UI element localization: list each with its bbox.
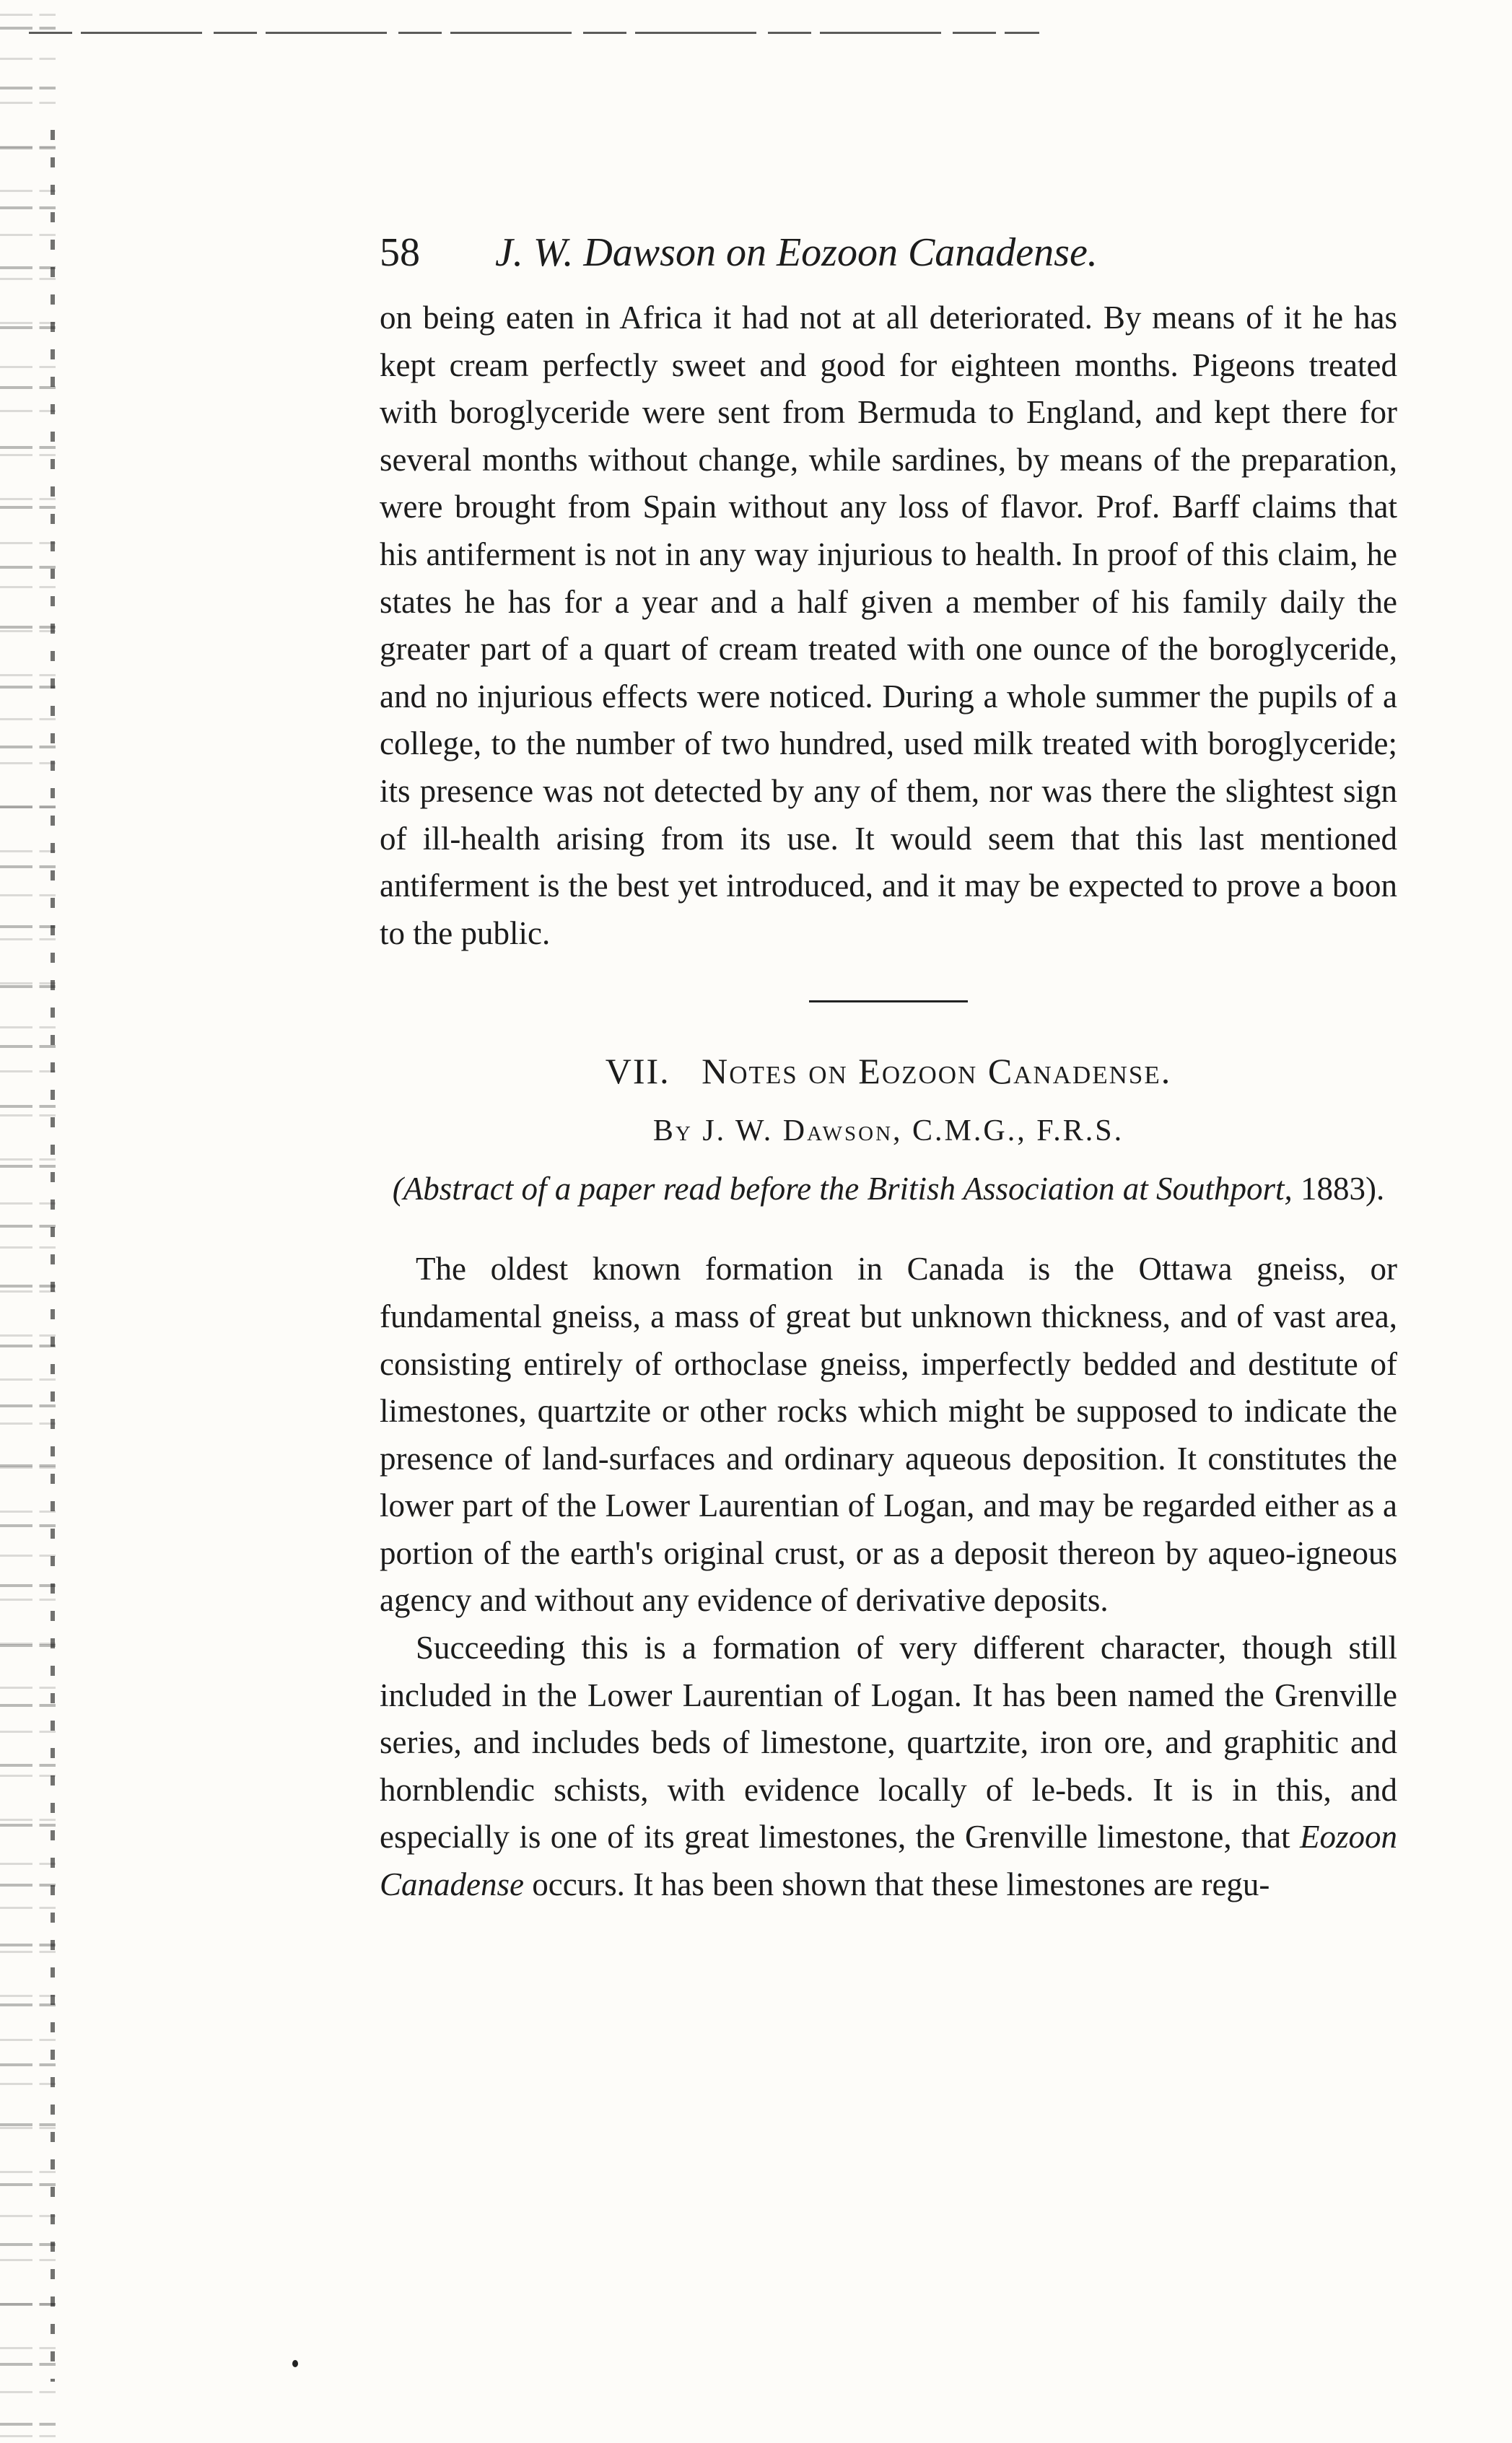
page-content bbox=[380, 230, 1397, 1909]
page-header bbox=[380, 230, 1397, 294]
body-paragraph bbox=[380, 1625, 1397, 1909]
section-separator bbox=[809, 1000, 968, 1002]
ink-speck bbox=[292, 2360, 298, 2367]
body-paragraph: The oldest known formation in Canada is the Ottawa gneiss, or fundamental gneiss, a mass of great but unknown thickness, and of vast area, consisting entirely of orthoclase gneiss, imperfectly bedded and destitute of limestones, quartzite or other rocks which might be supposed to indicate the presence of land-surfaces and ordinary aqueous deposition. It constitutes the lower part of the Lower Laurentian of Logan, and may be regarded either as a portion of the earth's original crust, or as a deposit thereon by aqueo-igneous agency and without any evidence of derivative deposits. bbox=[380, 1251, 1397, 1619]
abstract-note bbox=[380, 1166, 1397, 1212]
species-name: Eozoon Canadense bbox=[380, 1819, 1397, 1903]
section-numeral: VII. bbox=[605, 1051, 670, 1092]
paragraph-text: occurs. It has been shown that these limestones are regu- bbox=[532, 1866, 1270, 1903]
abstract-year: 1883). bbox=[1301, 1171, 1385, 1207]
page-number: 58 bbox=[380, 230, 420, 275]
paragraph-text: Succeeding this is a formation of very different character, though still included in the Lower Laurentian of Logan. It has been named the Grenville series, and includes beds of limestone, quartzite, iron ore, and graphitic and hornblendic schists, with evidence locally of le-beds. It is in this, and especially is one of its great limestones, the Grenville limestone, that bbox=[380, 1630, 1397, 1856]
running-title: J. W. Dawson on Eozoon Canadense. bbox=[495, 230, 1098, 275]
abstract-text: (Abstract of a paper read before the British Association at Southport, bbox=[392, 1171, 1293, 1207]
scan-edge-artifact bbox=[0, 0, 115, 2443]
section-heading: Notes on Eozoon Canadense. bbox=[702, 1051, 1172, 1092]
section-title bbox=[380, 1046, 1397, 1096]
scan-edge-artifact bbox=[51, 130, 55, 2382]
continued-paragraph: on being eaten in Africa it had not at all deteriorated. By means of it he has kept cream perfectly sweet and good for eighteen months. Pigeons treated with boroglyceride were sent from Bermuda to England, and kept there for several months without change, while sardines, by means of the preparation, were brought from Spain without any loss of flavor. Prof. Barff claims that his antiferment is not in any way injurious to health. In proof of this claim, he states he has for a year and a half given a member of his family daily the greater part of a quart of cream treated with one ounce of the boroglyceride, and no injurious effects were noticed. During a whole summer the pupils of a college, to the number of two hundred, used milk treated with boroglyceride; its presence was not detected by any of them, nor was there the slightest sign of ill-health arising from its use. It would seem that this last mentioned antiferment is the best yet introduced, and it may be expected to prove a boon to the public. bbox=[380, 300, 1397, 951]
top-rule bbox=[29, 32, 1039, 34]
byline: By J. W. Dawson, C.M.G., F.R.S. bbox=[652, 1114, 1124, 1148]
